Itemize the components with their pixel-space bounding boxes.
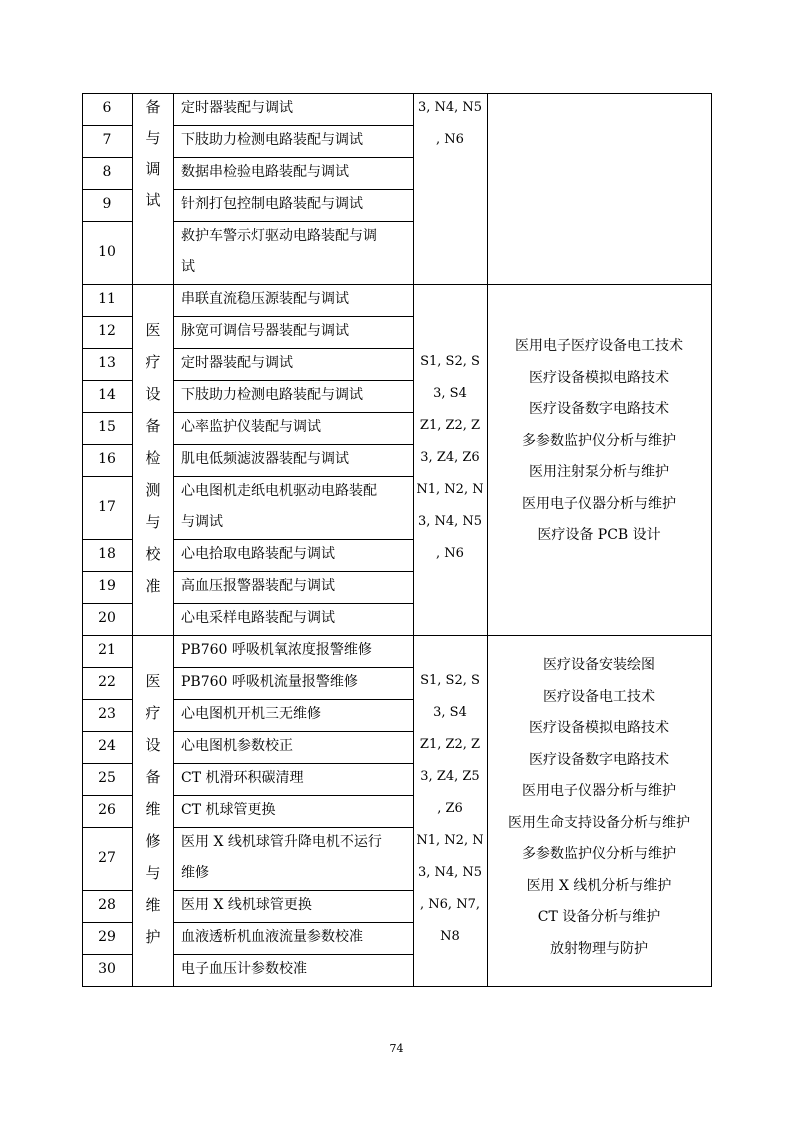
- related-course: 多参数监护仪分析与维护: [522, 846, 676, 862]
- table-rule: [487, 284, 488, 636]
- row-number: 16: [98, 451, 116, 467]
- category-char: 护: [145, 928, 161, 946]
- task-name: 串联直流稳压源装配与调试: [181, 291, 349, 307]
- row-number: 6: [102, 100, 112, 116]
- table-rule: [173, 380, 414, 381]
- table-rule: [173, 444, 414, 445]
- table-rule: [173, 348, 414, 349]
- task-name: 心电图机参数校正: [181, 738, 293, 754]
- row-number: 29: [98, 929, 116, 945]
- row-number: 27: [98, 849, 116, 866]
- category-char: 维: [145, 896, 161, 914]
- table-rule: [173, 476, 414, 477]
- category-char: 修: [145, 832, 161, 850]
- table-rule: [173, 667, 414, 668]
- task-name: 下肢助力检测电路装配与调试: [181, 387, 363, 403]
- category-char: 医: [145, 321, 161, 339]
- related-course: 医疗设备模拟电路技术: [529, 369, 669, 386]
- related-course: 医疗设备数字电路技术: [529, 751, 669, 768]
- related-course: 医用生命支持设备分析与维护: [508, 814, 690, 831]
- category-char: 设: [145, 385, 161, 403]
- category-char: 调: [145, 160, 161, 178]
- related-course: 医用电子仪器分析与维护: [522, 783, 676, 799]
- table-rule: [173, 731, 414, 732]
- task-name: CT 机滑环积碳清理: [181, 770, 304, 786]
- table-rule: [82, 444, 133, 445]
- table-rule: [82, 699, 133, 700]
- task-name: 心电图机开机三无维修: [181, 706, 321, 722]
- table-rule: [82, 954, 133, 955]
- category-char: 备: [145, 768, 161, 786]
- row-number: 14: [98, 387, 116, 403]
- task-name: 肌电低频滤波器装配与调试: [181, 451, 349, 467]
- related-course: 医疗设备 PCB 设计: [537, 527, 661, 543]
- table-rule: [173, 157, 414, 158]
- task-name: 定时器装配与调试: [181, 355, 293, 371]
- table-rule: [82, 380, 133, 381]
- related-course: 医用电子仪器分析与维护: [522, 495, 676, 512]
- row-number: 15: [98, 419, 116, 435]
- task-name: 救护车警示灯驱动电路装配与调: [181, 228, 377, 244]
- related-course: 医用注射泵分析与维护: [529, 464, 669, 480]
- competency-code: Z1, Z2, Z: [419, 418, 481, 433]
- table-rule: [173, 539, 414, 540]
- row-number: 17: [98, 498, 116, 515]
- competency-code: N1, N2, N: [416, 833, 484, 848]
- table-rule: [173, 221, 414, 222]
- table-rule: [132, 93, 133, 285]
- competency-code: , N6: [436, 546, 464, 561]
- table-rule: [173, 795, 414, 796]
- table-rule: [82, 221, 133, 222]
- row-number: 18: [98, 546, 116, 562]
- row-number: 30: [98, 961, 116, 977]
- row-number: 13: [98, 355, 116, 371]
- row-number: 12: [98, 323, 116, 339]
- table-rule: [173, 93, 174, 285]
- competency-code: 3, Z4, Z5: [420, 769, 480, 784]
- related-course: 多参数监护仪分析与维护: [522, 432, 676, 449]
- category-char: 准: [145, 577, 161, 595]
- table-rule: [173, 603, 414, 604]
- table-rule: [82, 316, 133, 317]
- table-rule: [173, 412, 414, 413]
- category-char: 与: [145, 513, 161, 531]
- category-char: 测: [145, 481, 161, 499]
- table-rule: [82, 93, 83, 285]
- competency-code: 3, Z4, Z6: [420, 450, 480, 465]
- competency-code: Z1, Z2, Z: [419, 737, 481, 752]
- table-rule: [711, 93, 712, 285]
- task-name: 数据串检验电路装配与调试: [181, 164, 349, 180]
- task-name: 心电采样电路装配与调试: [181, 610, 335, 626]
- table-rule: [82, 827, 133, 828]
- row-number: 10: [98, 243, 116, 260]
- table-rule: [82, 603, 133, 604]
- task-name: 定时器装配与调试: [181, 100, 293, 116]
- table-rule: [82, 763, 133, 764]
- row-number: 8: [102, 164, 112, 180]
- table-rule: [173, 125, 414, 126]
- row-number: 28: [98, 897, 116, 913]
- table-rule: [173, 316, 414, 317]
- table-rule: [82, 412, 133, 413]
- task-name: 针剂打包控制电路装配与调试: [181, 196, 363, 212]
- task-name: 脉宽可调信号器装配与调试: [181, 323, 349, 339]
- task-name: 心电图机走纸电机驱动电路装配: [181, 483, 377, 499]
- related-course: 医疗设备数字电路技术: [529, 401, 669, 417]
- task-name: PB760 呼吸机流量报警维修: [181, 674, 358, 690]
- category-char: 备: [145, 98, 161, 116]
- row-number: 22: [98, 674, 116, 690]
- table-rule: [82, 986, 712, 987]
- category-char: 与: [145, 864, 161, 882]
- category-char: 医: [145, 672, 161, 690]
- table-rule: [173, 763, 414, 764]
- task-name: 心率监护仪装配与调试: [181, 419, 321, 435]
- row-number: 20: [98, 610, 116, 626]
- table-rule: [82, 125, 133, 126]
- table-rule: [173, 571, 414, 572]
- competency-code: 3, N4, N5: [417, 514, 483, 529]
- task-name: 心电拾取电路装配与调试: [181, 546, 335, 562]
- competency-code: , N6: [436, 132, 464, 147]
- category-char: 试: [145, 191, 161, 209]
- task-name: 与调试: [181, 514, 223, 530]
- table-rule: [82, 571, 133, 572]
- table-rule: [82, 795, 133, 796]
- table-rule: [82, 890, 133, 891]
- table-rule: [487, 93, 488, 285]
- table-rule: [82, 922, 133, 923]
- competency-code: S1, S2, S: [420, 354, 480, 369]
- competency-code: 3, S4: [433, 705, 467, 720]
- category-char: 疗: [145, 353, 161, 371]
- task-name: 医用 X 线机球管更换: [181, 897, 312, 913]
- row-number: 11: [98, 291, 116, 307]
- table-rule: [82, 93, 712, 94]
- table-rule: [82, 189, 133, 190]
- table-rule: [173, 922, 414, 923]
- task-name: 试: [181, 259, 195, 275]
- table-rule: [173, 827, 414, 828]
- related-course: 医疗设备安装绘图: [543, 657, 655, 673]
- related-course: 放射物理与防护: [550, 940, 648, 957]
- row-number: 21: [98, 642, 116, 658]
- row-number: 7: [102, 132, 112, 148]
- task-name: CT 机球管更换: [181, 802, 276, 818]
- row-number: 24: [98, 738, 116, 754]
- task-name: 维修: [181, 865, 209, 881]
- table-rule: [82, 157, 133, 158]
- row-number: 25: [98, 770, 116, 786]
- row-number: 19: [98, 578, 116, 594]
- related-course: 医用电子医疗设备电工技术: [515, 338, 683, 354]
- table-rule: [413, 93, 414, 285]
- table-rule: [82, 284, 83, 636]
- category-char: 维: [145, 800, 161, 818]
- table-rule: [82, 731, 133, 732]
- task-name: PB760 呼吸机氧浓度报警维修: [181, 642, 372, 658]
- related-course: 医疗设备模拟电路技术: [529, 720, 669, 736]
- competency-code: , N6, N7,: [420, 897, 480, 912]
- related-course: CT 设备分析与维护: [537, 909, 661, 925]
- competency-code: 3, S4: [433, 386, 467, 401]
- table-rule: [82, 284, 712, 285]
- table-rule: [82, 667, 133, 668]
- table-rule: [82, 348, 133, 349]
- table-rule: [173, 284, 174, 636]
- table-rule: [173, 890, 414, 891]
- category-char: 备: [145, 417, 161, 435]
- table-rule: [173, 954, 414, 955]
- table-rule: [173, 189, 414, 190]
- row-number: 26: [98, 802, 116, 818]
- competency-code: N1, N2, N: [416, 482, 484, 497]
- table-rule: [711, 284, 712, 636]
- task-name: 医用 X 线机球管升降电机不运行: [181, 834, 382, 850]
- row-number: 23: [98, 706, 116, 722]
- category-char: 设: [145, 736, 161, 754]
- category-char: 校: [145, 545, 161, 563]
- competency-code: 3, N4, N5: [417, 100, 483, 115]
- related-course: 医用 X 线机分析与维护: [526, 877, 672, 894]
- table-rule: [82, 539, 133, 540]
- table-rule: [173, 635, 174, 987]
- table-rule: [82, 476, 133, 477]
- table-rule: [82, 635, 712, 636]
- category-char: 检: [145, 449, 161, 467]
- table-rule: [173, 699, 414, 700]
- task-name: 高血压报警器装配与调试: [181, 578, 335, 594]
- competency-code: , Z6: [437, 801, 463, 816]
- category-char: 疗: [145, 704, 161, 722]
- competency-code: 3, N4, N5: [417, 865, 483, 880]
- row-number: 9: [102, 196, 112, 212]
- competency-code: S1, S2, S: [420, 673, 480, 688]
- task-name: 下肢助力检测电路装配与调试: [181, 132, 363, 148]
- table-rule: [711, 635, 712, 987]
- task-name: 血液透析机血液流量参数校准: [181, 929, 363, 945]
- competency-code: N8: [440, 929, 460, 944]
- table-rule: [82, 635, 83, 987]
- task-name: 电子血压计参数校准: [181, 961, 307, 977]
- page-number: 74: [389, 1042, 404, 1055]
- category-char: 与: [145, 129, 161, 147]
- related-course: 医疗设备电工技术: [543, 688, 655, 705]
